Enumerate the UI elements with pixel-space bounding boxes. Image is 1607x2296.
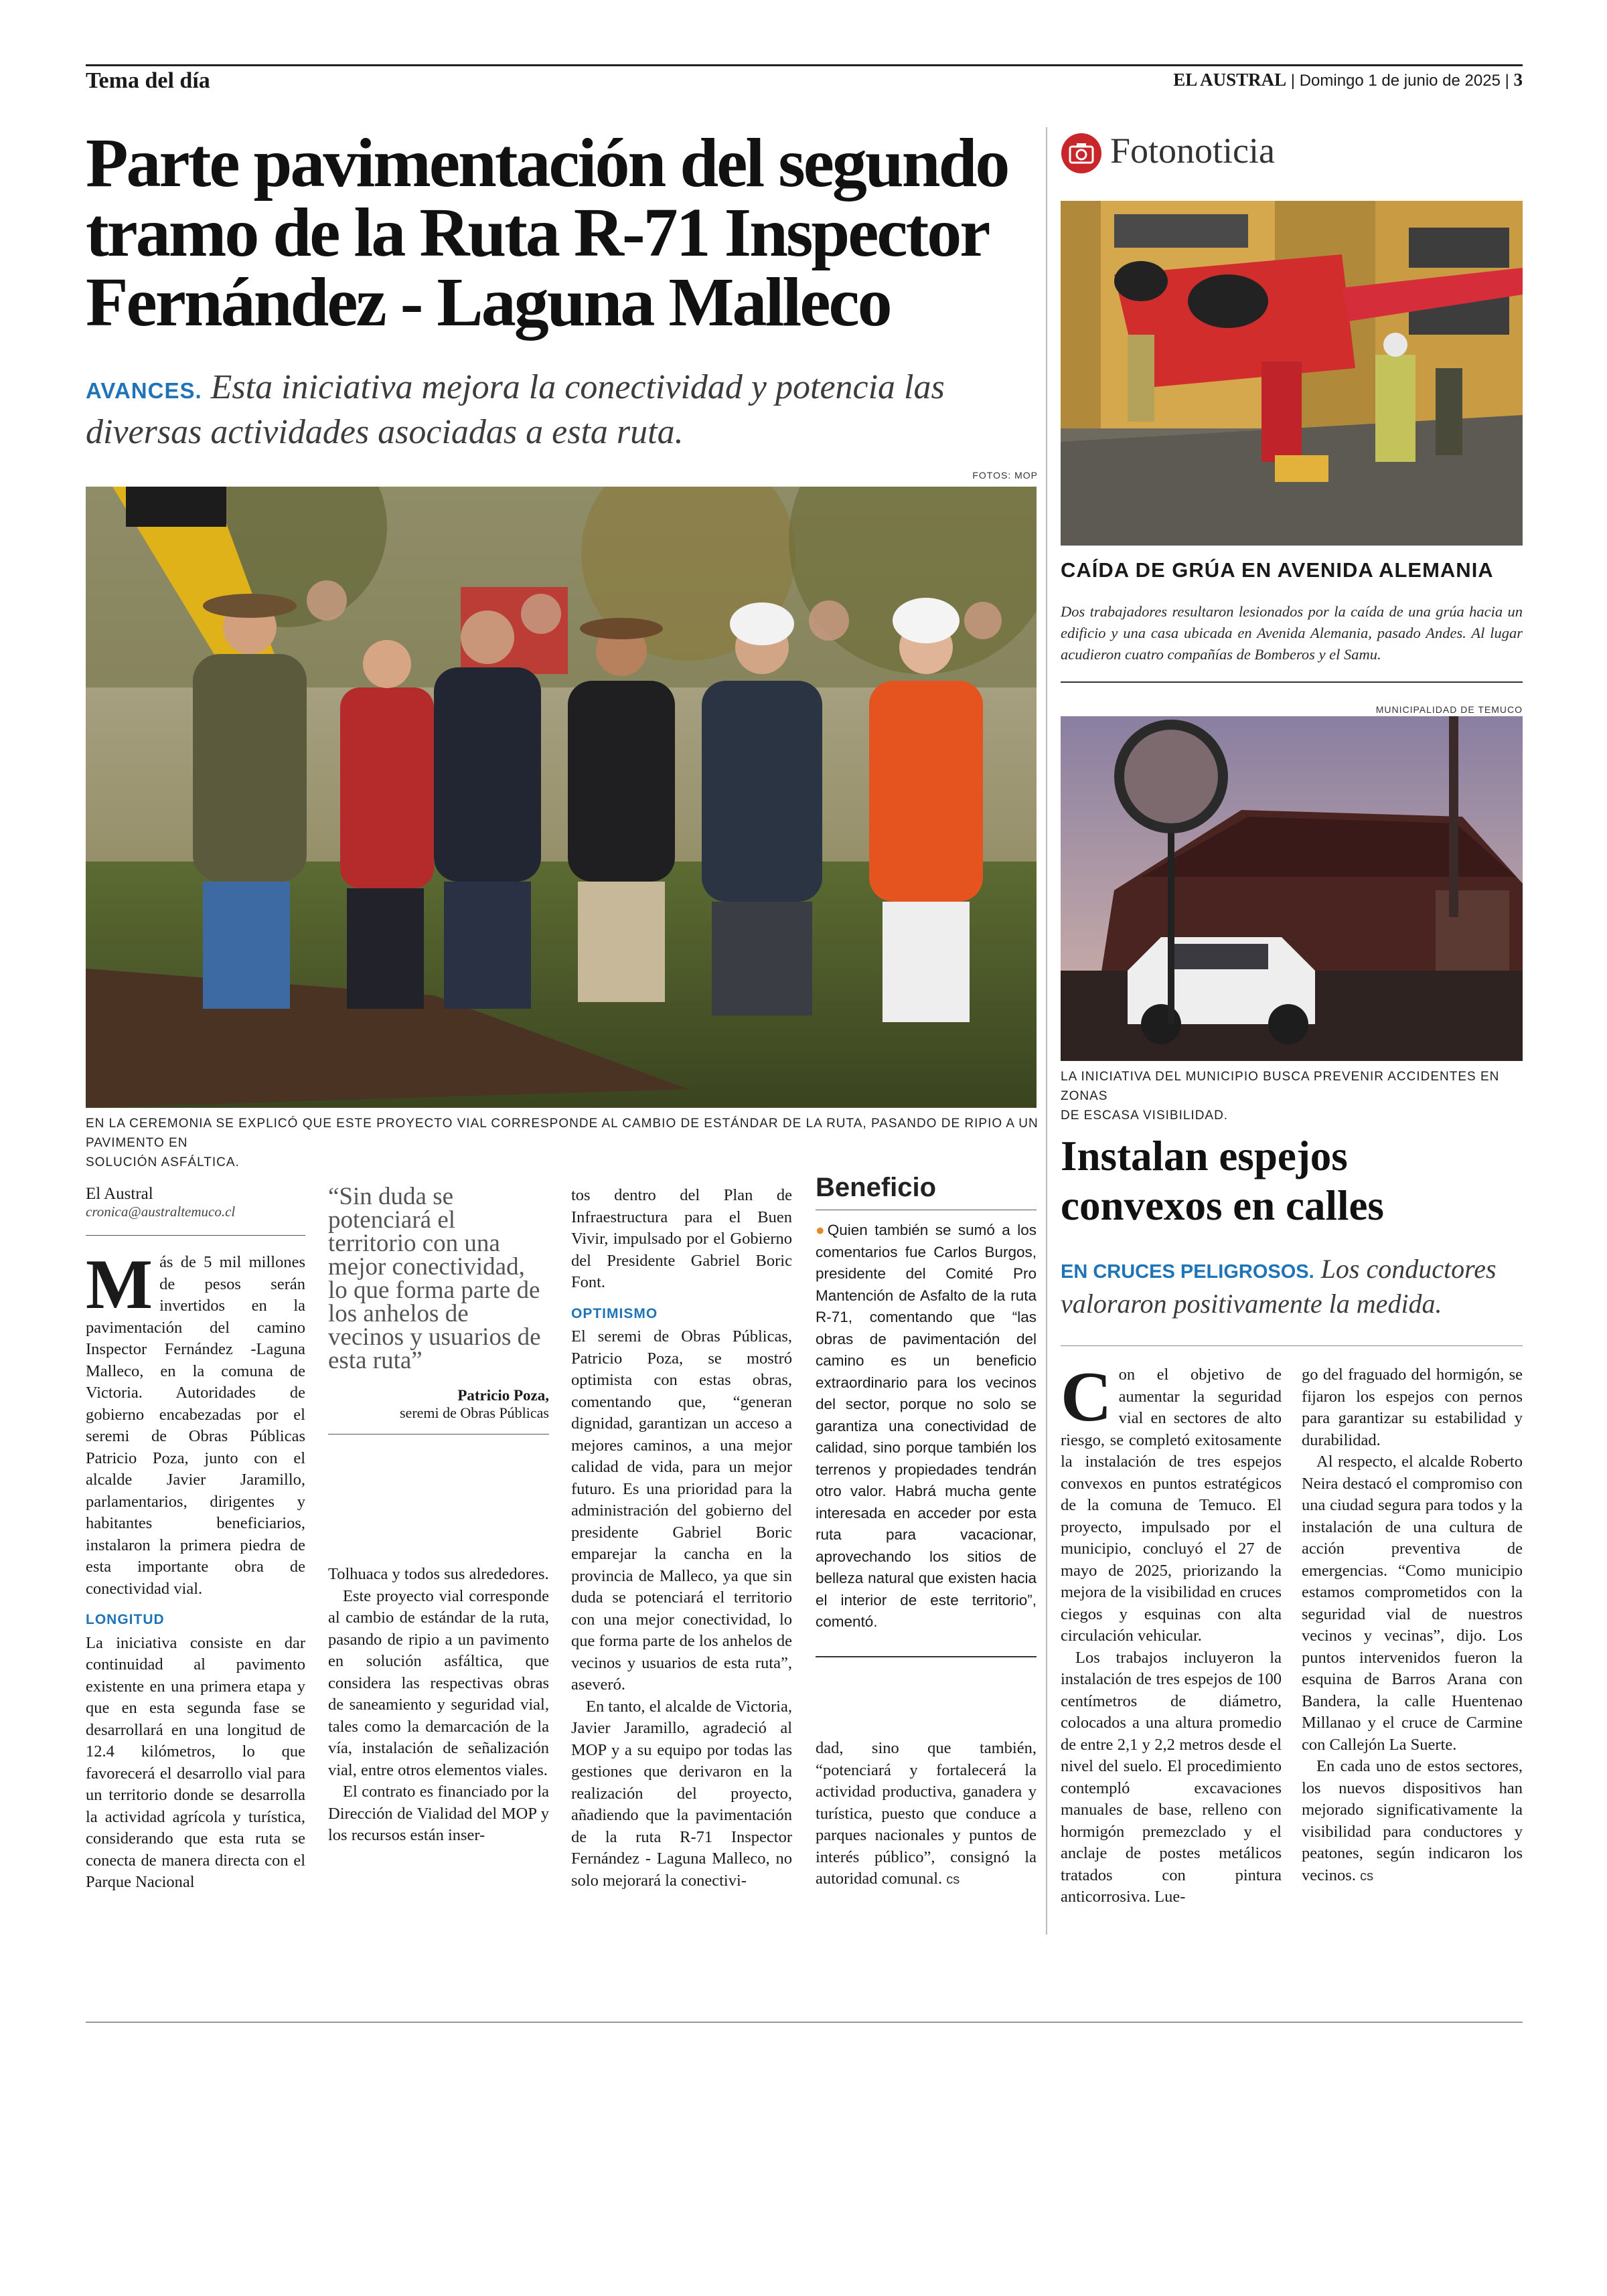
byline-email: cronica@australtemuco.cl (86, 1204, 236, 1220)
article-column-2-text (328, 1564, 549, 1847)
quote-author: Patricio Poza, (457, 1387, 549, 1404)
paragraph: Este proyecto vial corresponde al cambio de estándar de la ruta, pasando de ripio a un pavimento en solución asfáltica, que considera las respectivas obras de saneamiento y seguridad vial, tales como la demarcación de la vía, instalación de señalización vial, entre otros elementos viales. (328, 1586, 549, 1779)
paragraph: Al respecto, el alcalde Roberto Neira destacó el compromiso con una ciudad segura para todos y la instalación de una cultura de acción preventiva de emergencias. “Como municipio estamos comprometidos con la seguridad vial de nuestros vecinos y vecinas”, dijo. Los puntos intervenidos fueron la esquina de Barros Arana con Bandera, la calle Huentenao Millanao y el cruce de Carmine con Callejón La Suerte. (1302, 1453, 1523, 1754)
article-column-2 (328, 1185, 549, 1434)
headline-line: Parte pavimentación del segundo (86, 125, 1008, 201)
paragraph: ás de 5 mil millones de pesos serán invertidos en la pavimentación del camino Inspector Fernández -Laguna Malleco, en la comuna de Victoria. Autoridades de gobierno encabezadas por el seremi de Obras Públicas Patricio Poza, junto con el alcalde Javier Jaramillo, parlamentarios, dirigentes y habitantes beneficiarios, instalaron la primera piedra de esta importante obra de conectividad vial. (86, 1253, 305, 1598)
benefit-box (816, 1173, 1037, 1657)
espejos-column-1 (1061, 1358, 1282, 1908)
paragraph: go del fraguado del hormigón, se fijaron los espejos con pernos para garantizar su estabilidad y durabilidad. (1302, 1366, 1523, 1449)
subheading-optimismo: OPTIMISMO (571, 1305, 658, 1321)
espejos-photo-caption (1061, 1067, 1523, 1125)
espejos-subhead (1061, 1253, 1523, 1319)
byline-rule (86, 1235, 305, 1236)
caption-line: LA INICIATIVA DEL MUNICIPIO BUSCA PREVENIR ACCIDENTES EN ZONAS (1061, 1070, 1500, 1103)
paper-name: EL AUSTRAL (1173, 70, 1287, 90)
headline-line: tramo de la Ruta R-71 Inspector (86, 194, 989, 271)
page-number: 3 (1513, 70, 1523, 90)
masthead (1054, 70, 1523, 90)
caption-line: EN LA CEREMONIA SE EXPLICÓ QUE ESTE PROYECTO VIAL CORRESPONDE AL CAMBIO DE ESTÁNDAR DE LA RUTA, PASANDO DE RIPIO A UN PAVIMENTO EN (86, 1117, 1039, 1150)
espejos-kicker: EN CRUCES PELIGROSOS. (1061, 1261, 1314, 1283)
issue-date: | Domingo 1 de junio de 2025 | (1290, 72, 1509, 90)
article-column-4-text (816, 1738, 1037, 1891)
header-rule (86, 64, 1523, 66)
paragraph: El seremi de Obras Públicas, Patricio Poza, se mostró optimista con estas obras, comentando que, “generan dignidad, garantizan un acceso a mejores caminos, a una mejor calidad de vida, para un mejor futuro. Es una prioridad para la administración del gobierno del presidente Gabriel Boric emparejar la cancha en la provincia de Malleco, ya que sin duda se potenciará el territorio con una mejor conectividad, lo que forma parte de los anhelos de vecinos y usuarios de esta ruta”, aseveró. (571, 1327, 792, 1694)
fotonoticia-caption-text: Dos trabajadores resultaron lesionados por la caída de una grúa hacia un edificio y una casa ubicada en Avenida Alemania, pasado Andes. Al lugar acudieron cuatro compañías de Bomberos y el Samu. (1061, 603, 1523, 663)
benefit-bottom-rule (816, 1656, 1037, 1657)
main-subhead (86, 367, 1037, 453)
mirror-photo (1061, 716, 1523, 1061)
photo-caption (86, 1114, 1043, 1172)
subhead-line: diversas actividades asociadas a esta ruta. (86, 413, 684, 451)
headline-line: Instalan espejos (1061, 1133, 1348, 1179)
fotonoticia-rule (1061, 681, 1523, 683)
end-mark-icon: cs (1360, 1868, 1374, 1884)
byline-name: El Austral (86, 1185, 153, 1203)
crane-accident-photo (1061, 201, 1523, 546)
paragraph: dad, sino que también, “potenciará y fortalecerá la actividad productiva, ganadera y turística, puesto que conduce a parques nacionales y puntos de interés público”, consignó la autoridad comunal. (816, 1739, 1037, 1888)
paragraph: La iniciativa consiste en dar continuidad al pavimento existente en una primera etapa y que en esta segunda fase se desarrollará en una longitud de 12.4 kilómetros, lo que favorecerá el desarrollo vial para un territorio donde se desarrolla la actividad agrícola y turística, considerando que esta ruta se conecta de manera directa con el Parque Nacional (86, 1633, 305, 1891)
paragraph: tos dentro del Plan de Infraestructura para el Buen Vivir, impulsado por el Gobierno del Presidente Gabriel Boric Font. (571, 1186, 792, 1291)
column-divider (1046, 127, 1047, 1935)
paragraph: Quien también se sumó a los comentarios fue Carlos Burgos, presidente del Comité Pro Mantención de Asfalto de la ruta R-71, comentando que “las obras de pavimentación del camino es un beneficio extraordinario para los vecinos del sector, porque no solo se garantiza una conectividad de calidad, sino porque también los terrenos y propiedades tendrán otro valor. Habrá mucha gente interesada en acceder por esta ruta para vacacionar, aprovechando los sitios de belleza natural que existen hacia el interior de este territorio”, comentó. (816, 1222, 1037, 1630)
article-column-3 (571, 1185, 792, 1892)
caption-line: DE ESCASA VISIBILIDAD. (1061, 1109, 1229, 1123)
fotonoticia-header (1061, 131, 1523, 178)
footer-rule (86, 2022, 1523, 2023)
paragraph: En tanto, el alcalde de Victoria, Javier Jaramillo, agradeció al MOP y a su equipo por todas las gestiones que derivaron en la realización del proyecto, añadiendo que la pavimentación de la ruta R-71 Inspector Fernández - Laguna Malleco, no solo mejorará la conectivi- (571, 1697, 792, 1890)
drop-cap: M (86, 1245, 153, 1323)
subheading-longitud: LONGITUD (86, 1612, 165, 1627)
bullet-icon: ● (816, 1222, 828, 1238)
paragraph: Los trabajos incluyeron la instalación de tres espejos de 100 centímetros de diámetro, colocados a una altura promedio de entre 2,1 y 2,2 metros desde el nivel del suelo. El procedimiento contempló excavaciones manuales de base, relleno con hormigón premezclado y el anclaje de postes metálicos tratados con pintura anticorrosiva. Lue- (1061, 1648, 1282, 1906)
espejos-photo-credit: MUNICIPALIDAD DE TEMUCO (1375, 704, 1523, 715)
paragraph: En cada uno de estos sectores, los nuevos dispositivos han mejorado significativamente la visibilidad para conductores y peatones, según indicaron los vecinos. (1302, 1757, 1523, 1884)
drop-cap: C (1061, 1358, 1112, 1436)
kicker-label: AVANCES. (86, 378, 202, 403)
headline-line: Fernández - Laguna Malleco (86, 264, 891, 341)
section-label: Tema del día (86, 68, 210, 93)
subhead-line: valoraron positivamente la medida. (1061, 1289, 1442, 1319)
end-mark-icon: cs (946, 1872, 960, 1887)
paragraph: Tolhuaca y todos sus alrededores. (328, 1565, 549, 1583)
photo-credit: FOTOS: MOP (972, 470, 1038, 481)
paragraph: on el objetivo de aumentar la seguridad vial en sectores de alto riesgo, se completó exitosamente la instalación de tres espejos convexos en puntos estratégicos de la comuna de Temuco. El proyecto, impulsado por el municipio, concluyó el 27 de mayo de 2025, priorizando la mejora de la visibilidad en cruces ciegos y esquinas con alta circulación vehicular. (1061, 1366, 1282, 1645)
espejos-column-2 (1302, 1364, 1523, 1887)
camera-icon (1061, 133, 1102, 174)
espejos-headline (1061, 1131, 1523, 1230)
article-column-1 (86, 1185, 305, 1894)
caption-line: SOLUCIÓN ASFÁLTICA. (86, 1155, 240, 1169)
quote-role: seremi de Obras Públicas (400, 1404, 549, 1421)
paragraph: El contrato es financiado por la Dirección de Vialidad del MOP y los recursos están inser- (328, 1783, 549, 1844)
pull-quote: “Sin duda se potenciará el territorio con una mejor conectividad, lo que forma parte de los anhelos de vecinos y usuarios de esta ruta” (328, 1183, 541, 1374)
espejos-rule (1061, 1345, 1523, 1346)
subhead-line: Esta iniciativa mejora la conectividad y potencia las (210, 368, 945, 406)
main-headline (86, 125, 1037, 341)
fotonoticia-caption-head: CAÍDA DE GRÚA EN AVENIDA ALEMANIA (1061, 558, 1494, 582)
ceremony-photo (86, 487, 1037, 1108)
headline-line: convexos en calles (1061, 1182, 1384, 1229)
subhead-line: Los conductores (1320, 1254, 1497, 1284)
benefit-title: Beneficio (816, 1173, 937, 1202)
fotonoticia-title: Fotonoticia (1110, 131, 1275, 171)
